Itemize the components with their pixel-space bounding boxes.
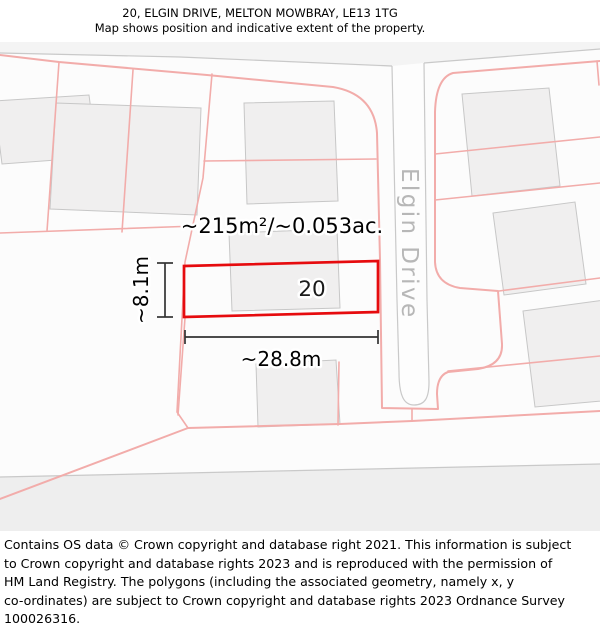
depth-dimension-label: ~8.1m xyxy=(129,255,153,325)
street-label: Elgin Drive xyxy=(396,168,422,320)
copyright-line: to Crown copyright and database rights 2023 and is reproduced with the permission of xyxy=(4,555,553,571)
page-subtitle: Map shows position and indicative extent of the property. xyxy=(94,21,426,35)
parcel-line xyxy=(338,362,339,425)
copyright-line: co-ordinates) are subject to Crown copyright and database rights 2023 Ordnance Survey xyxy=(4,592,565,608)
copyright-notice xyxy=(4,536,598,629)
copyright-line: HM Land Registry. The polygons (including the associated geometry, namely x, y xyxy=(4,574,515,589)
building xyxy=(50,103,201,215)
area-label: ~215m²/~0.053ac. xyxy=(180,214,384,238)
header xyxy=(0,0,520,36)
copyright-line: 100026316. xyxy=(4,611,81,626)
copyright-line: Contains OS data © Crown copyright and database right 2021. This information is subject xyxy=(4,537,572,552)
plot-number-label: 20 xyxy=(298,277,326,302)
building xyxy=(523,299,600,407)
building xyxy=(244,101,338,204)
page-title: 20, ELGIN DRIVE, MELTON MOWBRAY, LE13 1TG xyxy=(122,6,398,20)
width-dimension-label: ~28.8m xyxy=(240,347,322,371)
